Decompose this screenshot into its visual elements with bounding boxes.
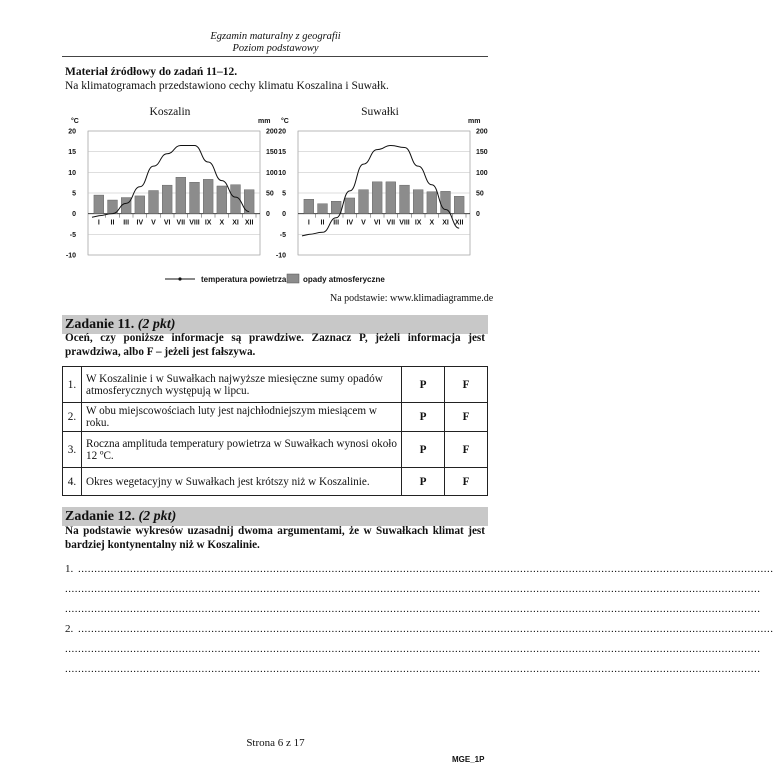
table-row [63,403,488,432]
y-tick-label-temperature: 0 [72,211,76,219]
source-title: Materiał źródłowy do zadań 11–12. [65,66,238,78]
precipitation-bar [441,191,451,213]
answer-line-2b[interactable]: ...................................................................................................................................................................................................................... [65,643,761,655]
answer-true-option[interactable]: P [402,403,445,432]
x-tick-label-month: VIII [399,219,410,227]
source-note: Na podstawie: www.klimadiagramme.de [330,293,494,304]
row-number: 2. [63,403,82,432]
x-tick-label-month: III [333,219,340,227]
task11-instruction: Oceń, czy poniższe informacje są prawdziwe. Zaznacz P, jeżeli informacja jest prawdziwa, albo F – jeżeli jest fałszywa. [65,332,485,358]
x-tick-label-month: VIII [189,219,200,227]
x-tick-label-month: X [219,219,225,227]
precipitation-bar [318,204,328,214]
answer-line-1c[interactable]: ...................................................................................................................................................................................................................... [65,603,761,615]
chart-title-koszalin: Koszalin [149,106,191,118]
answer-line-1a[interactable]: ...................................................................................................................................................................................................................... [78,563,774,575]
y-tick-label-precipitation: 150 [266,149,278,157]
precipitation-bar [190,182,200,213]
x-tick-label-month: X [429,219,435,227]
exam-code: MGE_1P [452,755,485,764]
axis-unit-precipitation: mm [258,118,271,125]
answer-true-option[interactable]: P [402,432,445,468]
y-tick-label-temperature: 10 [68,169,76,177]
x-tick-label-month: VI [373,219,381,227]
answer-false-option[interactable]: F [445,432,488,468]
y-tick-label-temperature: -5 [279,231,286,239]
x-tick-label-month: II [320,219,325,227]
answer-label-1: 1. [65,563,74,575]
x-tick-label-month: V [361,219,366,227]
axis-unit-temperature: °C [281,118,289,125]
legend-label-temperature: temperatura powietrza [201,275,287,284]
axis-unit-temperature: °C [71,118,79,125]
y-tick-label-precipitation: 50 [266,190,274,198]
precipitation-bar [217,186,227,214]
exam-title: Egzamin maturalny z geografii [210,31,341,42]
x-tick-label-month: XII [244,219,254,227]
y-tick-label-temperature: 0 [282,211,286,219]
precipitation-bar [94,195,104,214]
answer-true-option[interactable]: P [402,367,445,403]
table-row [63,468,488,496]
x-tick-label-month: V [151,219,156,227]
y-tick-label-temperature: 20 [278,128,286,136]
legend-swatch-precipitation [287,274,299,283]
precipitation-bar [162,185,172,214]
y-tick-label-temperature: 20 [68,128,76,136]
y-tick-label-temperature: 15 [278,149,286,157]
legend-marker-temperature [178,277,181,280]
answer-label-2: 2. [65,623,74,635]
precipitation-bar [108,200,118,214]
source-description: Na klimatogramach przedstawiono cechy klimatu Koszalina i Suwałk. [65,80,389,92]
y-tick-label-precipitation: 0 [476,211,480,219]
precipitation-bar [176,177,186,213]
task12-instruction: Na podstawie wykresów uzasadnij dwoma argumentami, że w Suwałkach klimat jest bardziej kontynentalny niż w Koszalinie. [65,525,485,551]
x-tick-label-month: IX [204,219,212,227]
answer-line-2a[interactable]: ...................................................................................................................................................................................................................... [78,623,774,635]
x-tick-label-month: XI [232,219,239,227]
answer-false-option[interactable]: F [445,403,488,432]
axis-unit-precipitation: mm [468,118,481,125]
y-tick-label-temperature: -10 [65,252,76,260]
y-tick-label-temperature: 5 [72,190,76,198]
true-false-table [62,366,488,496]
y-tick-label-precipitation: 100 [266,169,278,177]
y-tick-label-precipitation: 200 [476,128,488,136]
climate-charts [30,100,500,305]
y-tick-label-temperature: -5 [69,231,76,239]
climate-chart-koszalin [66,117,278,260]
answer-false-option[interactable]: F [445,468,488,496]
task11-number: Zadanie 11. [65,317,135,332]
table-row [63,367,488,403]
climate-chart-suwalki [276,117,488,260]
x-tick-label-month: I [307,219,310,227]
x-tick-label-month: I [97,219,100,227]
task11-points: (2 pkt) [137,317,176,332]
row-statement: Roczna amplituda temperatury powietrza w Suwałkach wynosi około 12 ºC. [82,432,402,468]
y-tick-label-temperature: 15 [68,149,76,157]
x-tick-label-month: VII [176,219,186,227]
precipitation-bar [427,192,437,214]
x-tick-label-month: IX [414,219,422,227]
x-tick-label-month: III [123,219,130,227]
precipitation-bar [400,185,410,214]
precipitation-bar [304,199,314,213]
task12-points: (2 pkt) [138,509,177,524]
row-number: 1. [63,367,82,403]
row-statement: W obu miejscowościach luty jest najchłodniejszym miesiącem w roku. [82,403,402,432]
row-statement: W Koszalinie i w Suwałkach najwyższe miesięczne sumy opadów atmosferycznych występują w lipcu. [82,367,402,403]
table-row [63,432,488,468]
y-tick-label-temperature: -10 [275,252,286,260]
precipitation-bar [149,191,159,214]
chart-legend [165,274,385,284]
answer-false-option[interactable]: F [445,367,488,403]
x-tick-label-month: XII [454,219,464,227]
precipitation-bar [386,182,396,214]
x-tick-label-month: XI [442,219,449,227]
precipitation-bar [203,179,213,213]
precipitation-bar [372,182,382,214]
page-number: Strona 6 z 17 [246,737,305,749]
row-number: 4. [63,468,82,496]
x-tick-label-month: VII [386,219,396,227]
answer-line-1b[interactable]: ...................................................................................................................................................................................................................... [65,583,761,595]
x-tick-label-month: VI [163,219,171,227]
y-tick-label-temperature: 5 [282,190,286,198]
row-statement: Okres wegetacyjny w Suwałkach jest krótszy niż w Koszalinie. [82,468,402,496]
chart-title-suwalki: Suwałki [361,106,399,118]
task12-number: Zadanie 12. [65,509,136,524]
precipitation-bar [135,196,145,214]
x-tick-label-month: IV [136,219,144,227]
precipitation-bar [359,190,369,214]
y-tick-label-precipitation: 0 [266,211,270,219]
y-tick-label-precipitation: 150 [476,149,488,157]
exam-level: Poziom podstawowy [232,43,319,54]
row-number: 3. [63,432,82,468]
y-tick-label-precipitation: 100 [476,169,488,177]
precipitation-bar [345,198,355,214]
precipitation-bar [454,196,464,213]
y-tick-label-precipitation: 50 [476,190,484,198]
header-divider [62,56,488,57]
answer-line-2c[interactable]: ...................................................................................................................................................................................................................... [65,663,761,675]
y-tick-label-precipitation: 200 [266,128,278,136]
precipitation-bar [413,190,423,214]
y-tick-label-temperature: 10 [278,169,286,177]
answer-true-option[interactable]: P [402,468,445,496]
x-tick-label-month: II [110,219,115,227]
precipitation-bar [121,198,131,214]
precipitation-bar [331,201,341,213]
x-tick-label-month: IV [346,219,354,227]
legend-label-precipitation: opady atmosferyczne [303,275,385,284]
